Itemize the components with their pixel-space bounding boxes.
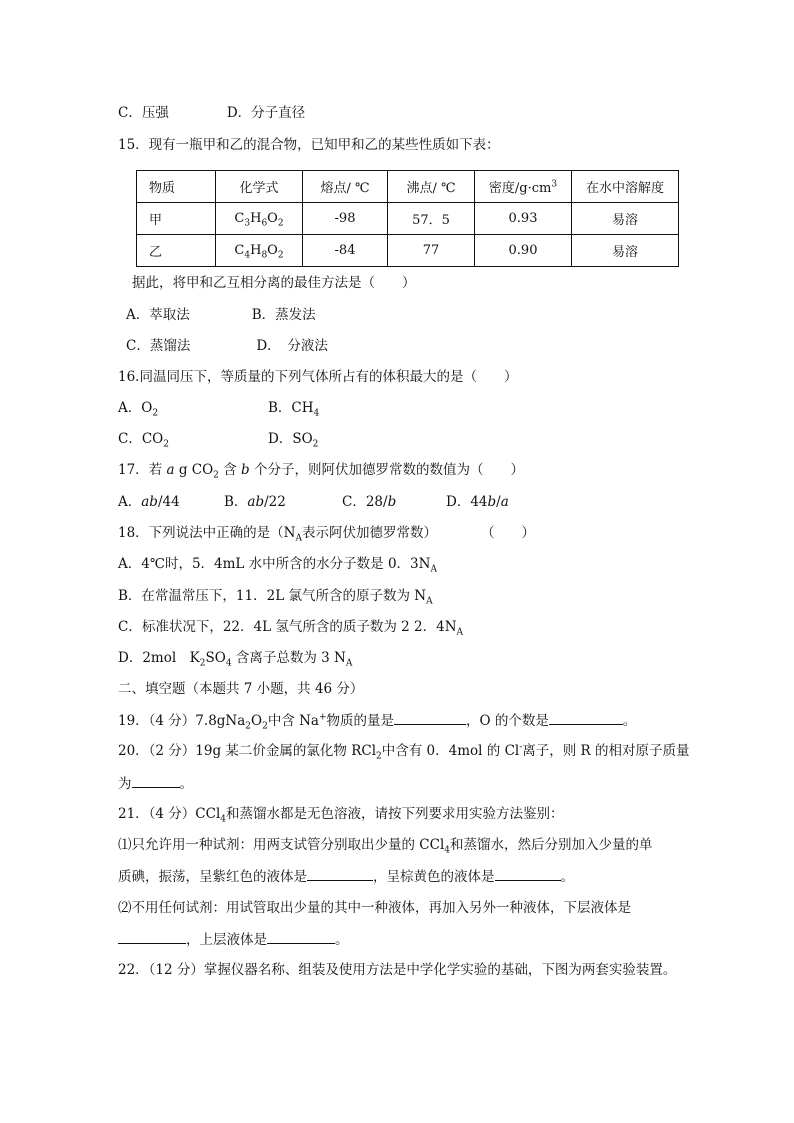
table-cell-formula: $C_3H_6O_2$	[216, 203, 303, 235]
q18-option-c: C．标准状况下，22．4L 氢气所含的质子数为 2 2．$4N_A$	[118, 619, 464, 638]
q14-options	[118, 103, 305, 123]
q15-option-c: C．蒸馏法	[126, 338, 191, 354]
q19: 19．（4 分）$7.8gNa_2O_2$中含 Na+物质的量是 ，O 的个数是 。	[118, 710, 636, 731]
table-cell: 易溶	[572, 203, 679, 235]
table-header-cell: 化学式	[216, 171, 303, 203]
q20-line1: 20．（2 分）19g 某二价金属的氯化物 RCl$_2$中含有 0．4mol 的 Cl-离子，则 R 的相对原子质量	[118, 742, 690, 762]
table-cell: 甲	[137, 203, 216, 235]
table-header-cell: 密度$/g\cdot cm^3$	[475, 171, 572, 203]
table-header-cell: 在水中溶解度	[572, 171, 679, 203]
blank-field[interactable]	[132, 773, 180, 788]
q15-stem: 15．现有一瓶甲和乙的混合物，已知甲和乙的某些性质如下表：	[118, 137, 500, 153]
q18-option-d: D．2mol $K_2SO_4$ 含离子总数为 3 $N_A$	[118, 650, 353, 669]
q16-options-cd	[118, 429, 318, 449]
q17-option-c: C．28/b	[342, 494, 397, 510]
q16-option-b: B．$CH_4$	[268, 400, 320, 419]
q16-stem: 16.同温同压下，等质量的下列气体所占有的体积最大的是（ ）	[118, 369, 518, 385]
properties-table	[136, 170, 679, 267]
q16-option-a: A．$O_2$	[118, 400, 159, 419]
q21-line5: ，上层液体是 。	[118, 929, 349, 950]
q18-option-a: A．4℃时，5．4mL 水中所含的水分子数是 0．$3N_A$	[118, 556, 437, 575]
q21-line2: ⑴只允许用一种试剂：用两支试管分别取出少量的 CCl$_4$和蒸馏水，然后分别加入少量的单	[118, 837, 653, 856]
table-header-cell: 熔点/ ℃	[303, 171, 388, 203]
q18-option-b: B．在常温常压下，11．2L 氯气所含的原子数为 $N_A$	[118, 588, 433, 607]
table-row	[137, 235, 679, 267]
table-cell: 乙	[137, 235, 216, 267]
q17-option-b: B．ab/22	[224, 494, 286, 510]
blank-field[interactable]	[307, 866, 373, 881]
q15-options-cd	[126, 336, 328, 356]
q16-option-c: C．$CO_2$	[118, 431, 169, 450]
q14-option-c: C．压强	[118, 105, 169, 121]
table-cell: -84	[303, 235, 388, 267]
q15-option-a: A．萃取法	[126, 307, 190, 323]
q17-options	[118, 492, 509, 512]
q15-option-d: D． 分液法	[256, 338, 328, 354]
q16-options-ab	[118, 398, 319, 418]
section-2-heading: 二、填空题（本题共 7 小题，共 46 分）	[118, 681, 364, 697]
q17-option-d: D．44b/a	[446, 494, 509, 510]
table-cell: 易溶	[572, 235, 679, 267]
blank-field[interactable]	[118, 929, 186, 944]
table-header-cell: 物质	[137, 171, 216, 203]
q15-after: 据此，将甲和乙互相分离的最佳方法是（ ）	[132, 275, 416, 291]
q15-options-ab	[126, 305, 316, 325]
table-cell: -98	[303, 203, 388, 235]
q17-stem: 17．若 a g $CO_2$ 含 b 个分子，则阿伏加德罗常数的数值为（ ）	[118, 462, 524, 481]
table-cell: 57．5	[388, 203, 475, 235]
table-cell: 0.90	[475, 235, 572, 267]
blank-field[interactable]	[394, 710, 466, 725]
q22: 22．（12 分）掌握仪器名称、组装及使用方法是中学化学实验的基础，下图为两套实验装置。	[118, 962, 677, 978]
table-cell-formula: $C_4H_8O_2$	[216, 235, 303, 267]
table-row	[137, 203, 679, 235]
table-header-row	[137, 171, 679, 203]
table-cell: 77	[388, 235, 475, 267]
q21-line3: 质碘，振荡，呈紫红色的液体是 ，呈棕黄色的液体是 。	[118, 866, 574, 887]
q20-line2: 为 。	[118, 773, 193, 794]
q14-option-d: D．分子直径	[226, 105, 306, 121]
q15-option-b: B．蒸发法	[251, 307, 316, 323]
q21-line1: 21．（4 分）CCl$_4$和蒸馏水都是无色溶液，请按下列要求用实验方法鉴别：	[118, 806, 564, 825]
blank-field[interactable]	[495, 866, 561, 881]
q21-line4: ⑵不用任何试剂：用试管取出少量的其中一种液体，再加入另外一种液体，下层液体是	[118, 900, 631, 916]
q16-option-d: D．$SO_2$	[268, 431, 319, 450]
q17-option-a: A．ab/44	[118, 494, 180, 510]
table-cell: 0.93	[475, 203, 572, 235]
blank-field[interactable]	[549, 710, 623, 725]
blank-field[interactable]	[267, 929, 335, 944]
q18-stem: 18．下列说法中正确的是（$N_A$表示阿伏加德罗常数） （ ）	[118, 525, 535, 544]
table-header-cell: 沸点/ ℃	[388, 171, 475, 203]
